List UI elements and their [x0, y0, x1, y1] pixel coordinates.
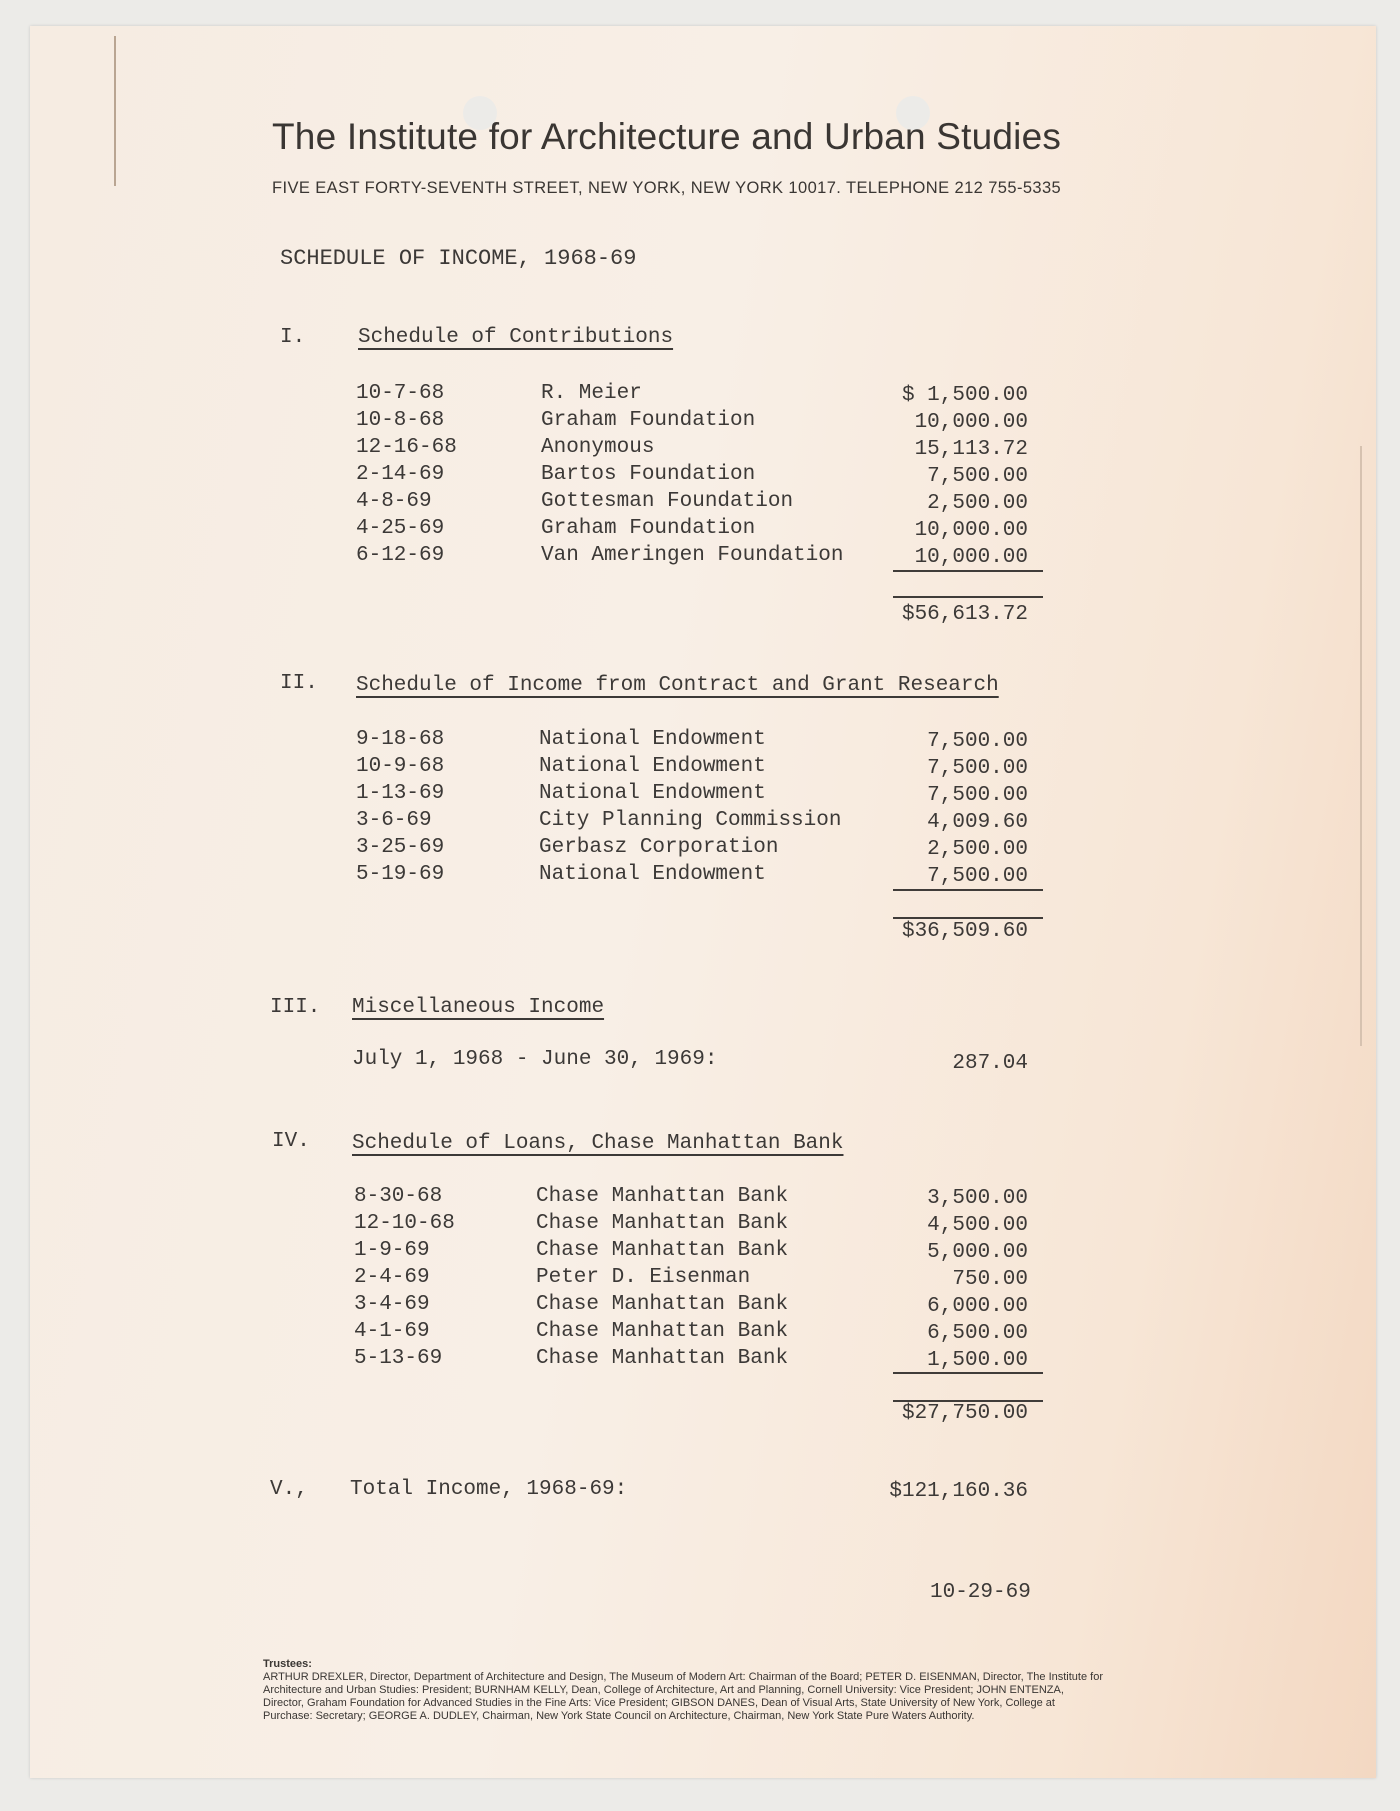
row-date: 8-30-68: [354, 1185, 443, 1208]
row-date: 12-10-68: [354, 1212, 455, 1235]
section-heading: Schedule of Contributions: [358, 326, 674, 349]
row-date: 5-19-69: [356, 863, 445, 886]
row-date: 3-6-69: [356, 809, 432, 832]
row-name: National Endowment: [539, 755, 766, 778]
row-name: National Endowment: [539, 863, 766, 886]
row-name: Peter D. Eisenman: [536, 1266, 751, 1289]
row-amount: 4,500.00: [927, 1214, 1028, 1237]
section-numeral: I.: [280, 326, 306, 349]
row-date: 2-4-69: [354, 1266, 430, 1289]
row-date: 5-13-69: [354, 1347, 443, 1370]
row-date: 4-25-69: [356, 517, 445, 540]
row-name: Gottesman Foundation: [541, 490, 794, 513]
row-amount: $ 1,500.00: [901, 384, 1028, 407]
section-heading: Schedule of Income from Contract and Grant Research: [356, 674, 999, 697]
section-total: $27,750.00: [901, 1402, 1028, 1425]
row-name: Chase Manhattan Bank: [536, 1347, 789, 1370]
row-name: R. Meier: [541, 382, 642, 405]
row-date: 9-18-68: [356, 728, 445, 751]
section-numeral: II.: [280, 672, 318, 695]
row-date: 4-8-69: [356, 490, 432, 513]
subtotal-rule: [893, 889, 1043, 891]
row-amount: 2,500.00: [927, 492, 1028, 515]
section-total: $56,613.72: [901, 603, 1028, 626]
section-numeral: IV.: [272, 1130, 310, 1153]
trustees-list: ARTHUR DREXLER, Director, Department of Architecture and Design, The Museum of Modern Art: Chairman of the Board; PETER D. EISENMAN, Director, The Institute for Architecture and Urban Studies: President; BURNHAM KELLY, Dean, College of Architecture, Art and Planning, Cornell University: Vice President; JOHN ENTENZA, Director, Graham Foundation for Advanced Studies in the Fine Arts: Vice President; GIBSON DANES, Dean of Visual Arts, State University of New York, College at Purchase: Secretary; GEORGE A. DUDLEY, Chairman, New York State Council on Architecture, Chairman, New York State Pure Waters Authority.: [263, 1671, 1103, 1722]
row-date: 6-12-69: [356, 544, 445, 567]
row-name: Chase Manhattan Bank: [536, 1212, 789, 1235]
row-amount: 1,500.00: [927, 1349, 1028, 1372]
section-heading: Schedule of Loans, Chase Manhattan Bank: [352, 1132, 844, 1155]
total-income-amount: $121,160.36: [889, 1480, 1028, 1503]
row-amount: 15,113.72: [914, 438, 1028, 461]
row-name: Chase Manhattan Bank: [536, 1185, 789, 1208]
section-heading: Miscellaneous Income: [352, 996, 605, 1019]
document-title: SCHEDULE OF INCOME, 1968-69: [280, 246, 637, 271]
total-income-label: Total Income, 1968-69:: [350, 1478, 628, 1501]
row-date: 10-8-68: [356, 409, 445, 432]
row-date: 3-25-69: [356, 836, 445, 859]
row-amount: 10,000.00: [914, 546, 1028, 569]
edge-shadow: [1360, 446, 1362, 1046]
row-name: City Planning Commission: [539, 809, 842, 832]
misc-income-period: July 1, 1968 - June 30, 1969:: [352, 1048, 718, 1071]
row-amount: 5,000.00: [927, 1241, 1028, 1264]
row-name: Chase Manhattan Bank: [536, 1293, 789, 1316]
row-amount: 7,500.00: [927, 757, 1028, 780]
trustees-title: Trustees:: [263, 1658, 312, 1670]
row-name: Graham Foundation: [541, 409, 756, 432]
document-page: [30, 26, 1376, 1778]
row-name: Chase Manhattan Bank: [536, 1239, 789, 1262]
row-name: National Endowment: [539, 782, 766, 805]
row-amount: 3,500.00: [927, 1187, 1028, 1210]
letterhead-address: FIVE EAST FORTY-SEVENTH STREET, NEW YORK, NEW YORK 10017. TELEPHONE 212 755-5335: [272, 179, 1062, 197]
row-amount: 6,500.00: [927, 1322, 1028, 1345]
row-amount: 7,500.00: [927, 730, 1028, 753]
row-amount: 2,500.00: [927, 838, 1028, 861]
letterhead-name: The Institute for Architecture and Urban Studies: [272, 116, 1062, 157]
subtotal-rule: [893, 1372, 1043, 1374]
row-amount: 10,000.00: [914, 411, 1028, 434]
subtotal-rule: [893, 570, 1043, 572]
row-name: Chase Manhattan Bank: [536, 1320, 789, 1343]
total-rule: [893, 596, 1043, 598]
row-amount: 4,009.60: [927, 811, 1028, 834]
row-name: National Endowment: [539, 728, 766, 751]
row-date: 10-7-68: [356, 382, 445, 405]
row-date: 1-9-69: [354, 1239, 430, 1262]
row-amount: 10,000.00: [914, 519, 1028, 542]
row-name: Van Ameringen Foundation: [541, 544, 844, 567]
row-date: 4-1-69: [354, 1320, 430, 1343]
row-amount: 7,500.00: [927, 465, 1028, 488]
row-amount: 7,500.00: [927, 784, 1028, 807]
row-name: Anonymous: [541, 436, 655, 459]
row-name: Bartos Foundation: [541, 463, 756, 486]
section-total: $36,509.60: [901, 920, 1028, 943]
row-amount: 7,500.00: [927, 865, 1028, 888]
row-date: 1-13-69: [356, 782, 445, 805]
row-date: 10-9-68: [356, 755, 445, 778]
section-numeral: V.,: [270, 1478, 308, 1501]
section-numeral: III.: [270, 996, 321, 1019]
row-name: Graham Foundation: [541, 517, 756, 540]
row-amount: 750.00: [952, 1268, 1028, 1291]
trustees-footer: [263, 1658, 1103, 1723]
row-name: Gerbasz Corporation: [539, 836, 779, 859]
date-stamp: 10-29-69: [930, 1581, 1031, 1604]
binding-mark: [114, 36, 116, 186]
row-date: 2-14-69: [356, 463, 445, 486]
row-amount: 6,000.00: [927, 1295, 1028, 1318]
misc-income-amount: 287.04: [952, 1052, 1028, 1075]
row-date: 3-4-69: [354, 1293, 430, 1316]
row-date: 12-16-68: [356, 436, 457, 459]
total-rule: [893, 917, 1043, 919]
